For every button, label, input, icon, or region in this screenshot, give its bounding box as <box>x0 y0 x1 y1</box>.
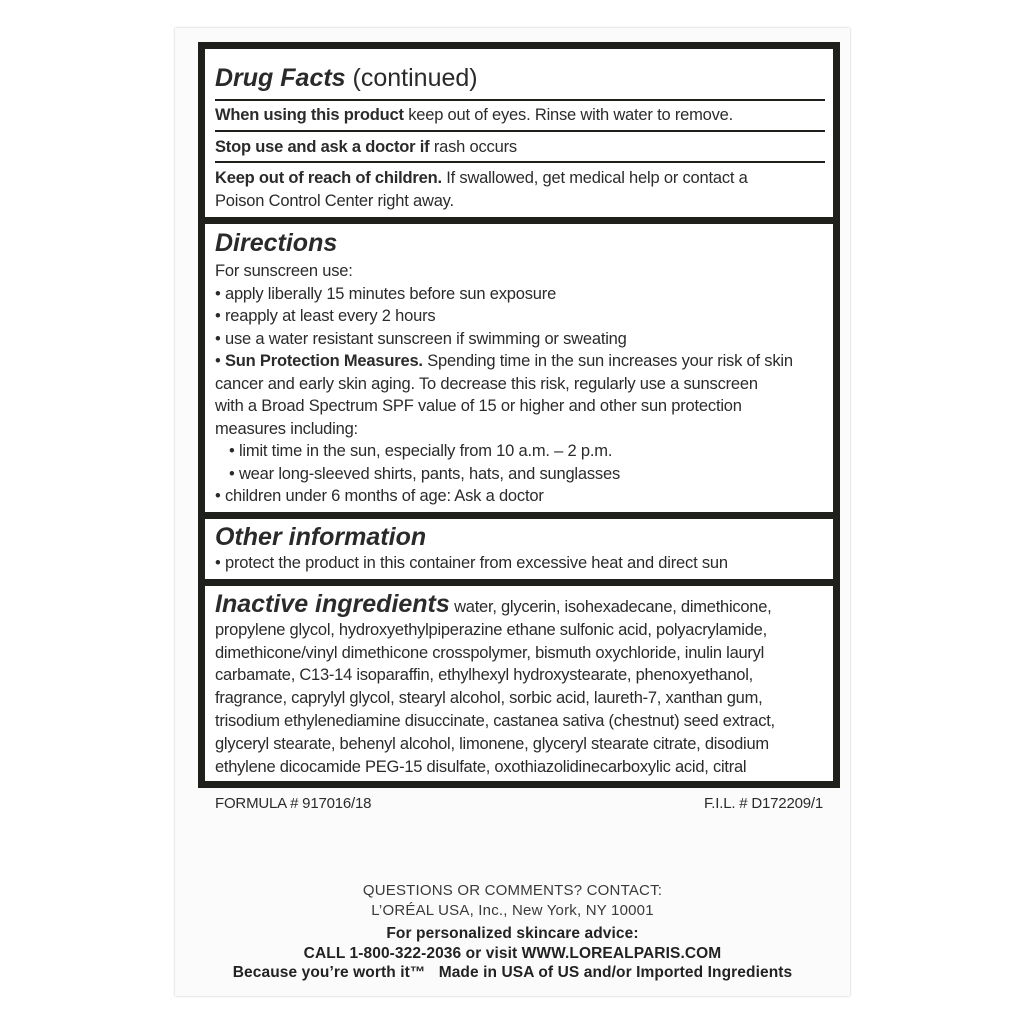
when-using-label: When using this product <box>215 106 404 124</box>
inactive-line-8: ethylene dicocamide PEG-15 disulfate, oxothiazolidinecarboxylic acid, citral <box>215 757 747 776</box>
directions-item-3: • use a water resistant sunscreen if swimming or sweating <box>215 328 833 351</box>
stop-use-label: Stop use and ask a doctor if <box>215 137 430 156</box>
sun-protection-label: Sun Protection Measures. <box>224 352 423 370</box>
section-divider <box>205 579 833 586</box>
directions-heading: Directions <box>215 229 338 257</box>
directions-item-2: • reapply at least every 2 hours <box>215 305 833 328</box>
inactive-line-3: dimethicone/vinyl dimethicone crosspolymer, bismuth oxychloride, inulin lauryl <box>215 643 765 662</box>
section-divider <box>205 217 833 224</box>
stop-use-line <box>215 136 833 159</box>
formula-number: FORMULA # 917016/18 <box>215 795 372 812</box>
when-using-line <box>215 104 833 127</box>
keep-out-label: Keep out of reach of children. <box>215 169 442 187</box>
sun-protection-line-4: measures including: <box>215 419 358 438</box>
drug-facts-continued: (continued) <box>352 64 478 92</box>
drug-facts-panel <box>198 42 840 788</box>
inactive-line-2: propylene glycol, hydroxyethylpiperazine ethane sulfonic acid, polyacrylamide, <box>215 620 767 639</box>
footer-call: CALL 1-800-322-2036 or visit WWW.LOREALPARIS.COM <box>303 945 722 962</box>
footer-tagline: Because you’re worth it™ Made in USA of US and/or Imported Ingredients <box>232 964 793 981</box>
footer-questions: QUESTIONS OR COMMENTS? CONTACT: <box>362 882 663 899</box>
keep-out-section <box>205 163 833 212</box>
other-info-section <box>205 519 833 575</box>
inactive-line-1: water, glycerin, isohexadecane, dimethicone, <box>449 598 772 616</box>
sun-protection-line-3: with a Broad Spectrum SPF value of 15 or higher and other sun protection <box>215 397 742 415</box>
directions-intro: For sunscreen use: <box>215 262 353 280</box>
keep-out-text: If swallowed, get medical help or contact a <box>441 169 748 187</box>
directions-item-1: • apply liberally 15 minutes before sun exposure <box>215 283 833 306</box>
directions-section <box>205 224 833 508</box>
inactive-line-6: trisodium ethylenediamine disuccinate, castanea sativa (chestnut) seed extract, <box>215 711 775 730</box>
directions-children: • children under 6 months of age: Ask a doctor <box>215 485 833 508</box>
sun-protection-sub-item-1: • limit time in the sun, especially from 10 a.m. – 2 p.m. <box>215 440 833 463</box>
inactive-line-7: glyceryl stearate, behenyl alcohol, limonene, glyceryl stearate citrate, disodium <box>215 734 769 753</box>
sun-protection-line-2: cancer and early skin aging. To decrease this risk, regularly use a sunscreen <box>215 374 758 393</box>
section-divider <box>205 512 833 519</box>
when-using-section <box>205 101 833 127</box>
footer-advice: For personalized skincare advice: <box>386 925 639 942</box>
drug-facts-heading <box>215 63 833 93</box>
footer-address: L’ORÉAL USA, Inc., New York, NY 10001 <box>371 902 654 919</box>
inactive-ingredients-heading: Inactive ingredients <box>215 590 450 618</box>
fil-number: F.I.L. # D172209/1 <box>704 795 823 812</box>
stop-use-text: rash occurs <box>429 137 517 156</box>
inactive-ingredients-section <box>205 586 833 778</box>
drug-facts-title: Drug Facts <box>215 64 346 92</box>
sun-protection-line-1 <box>215 350 833 373</box>
drug-facts-section <box>205 49 833 93</box>
sun-protection-sub-item-2: • wear long-sleeved shirts, pants, hats, and sunglasses <box>215 463 833 486</box>
inactive-ingredients-text <box>215 590 833 778</box>
inactive-line-5: fragrance, caprylyl glycol, stearyl alcohol, sorbic acid, laureth-7, xanthan gum, <box>215 689 763 708</box>
when-using-text: keep out of eyes. Rinse with water to remove. <box>403 106 734 124</box>
keep-out-line-1 <box>215 167 833 190</box>
sun-protection-text-1: Spending time in the sun increases your risk of skin <box>422 352 793 370</box>
inactive-line-4: carbamate, C13-14 isoparaffin, ethylhexyl hydroxystearate, phenoxyethanol, <box>215 666 753 685</box>
other-info-heading: Other information <box>215 522 427 551</box>
stop-use-section <box>205 132 833 159</box>
keep-out-line-2: Poison Control Center right away. <box>215 191 454 210</box>
inactive-row-1 <box>215 590 833 619</box>
other-info-item: • protect the product in this container from excessive heat and direct sun <box>215 552 833 575</box>
